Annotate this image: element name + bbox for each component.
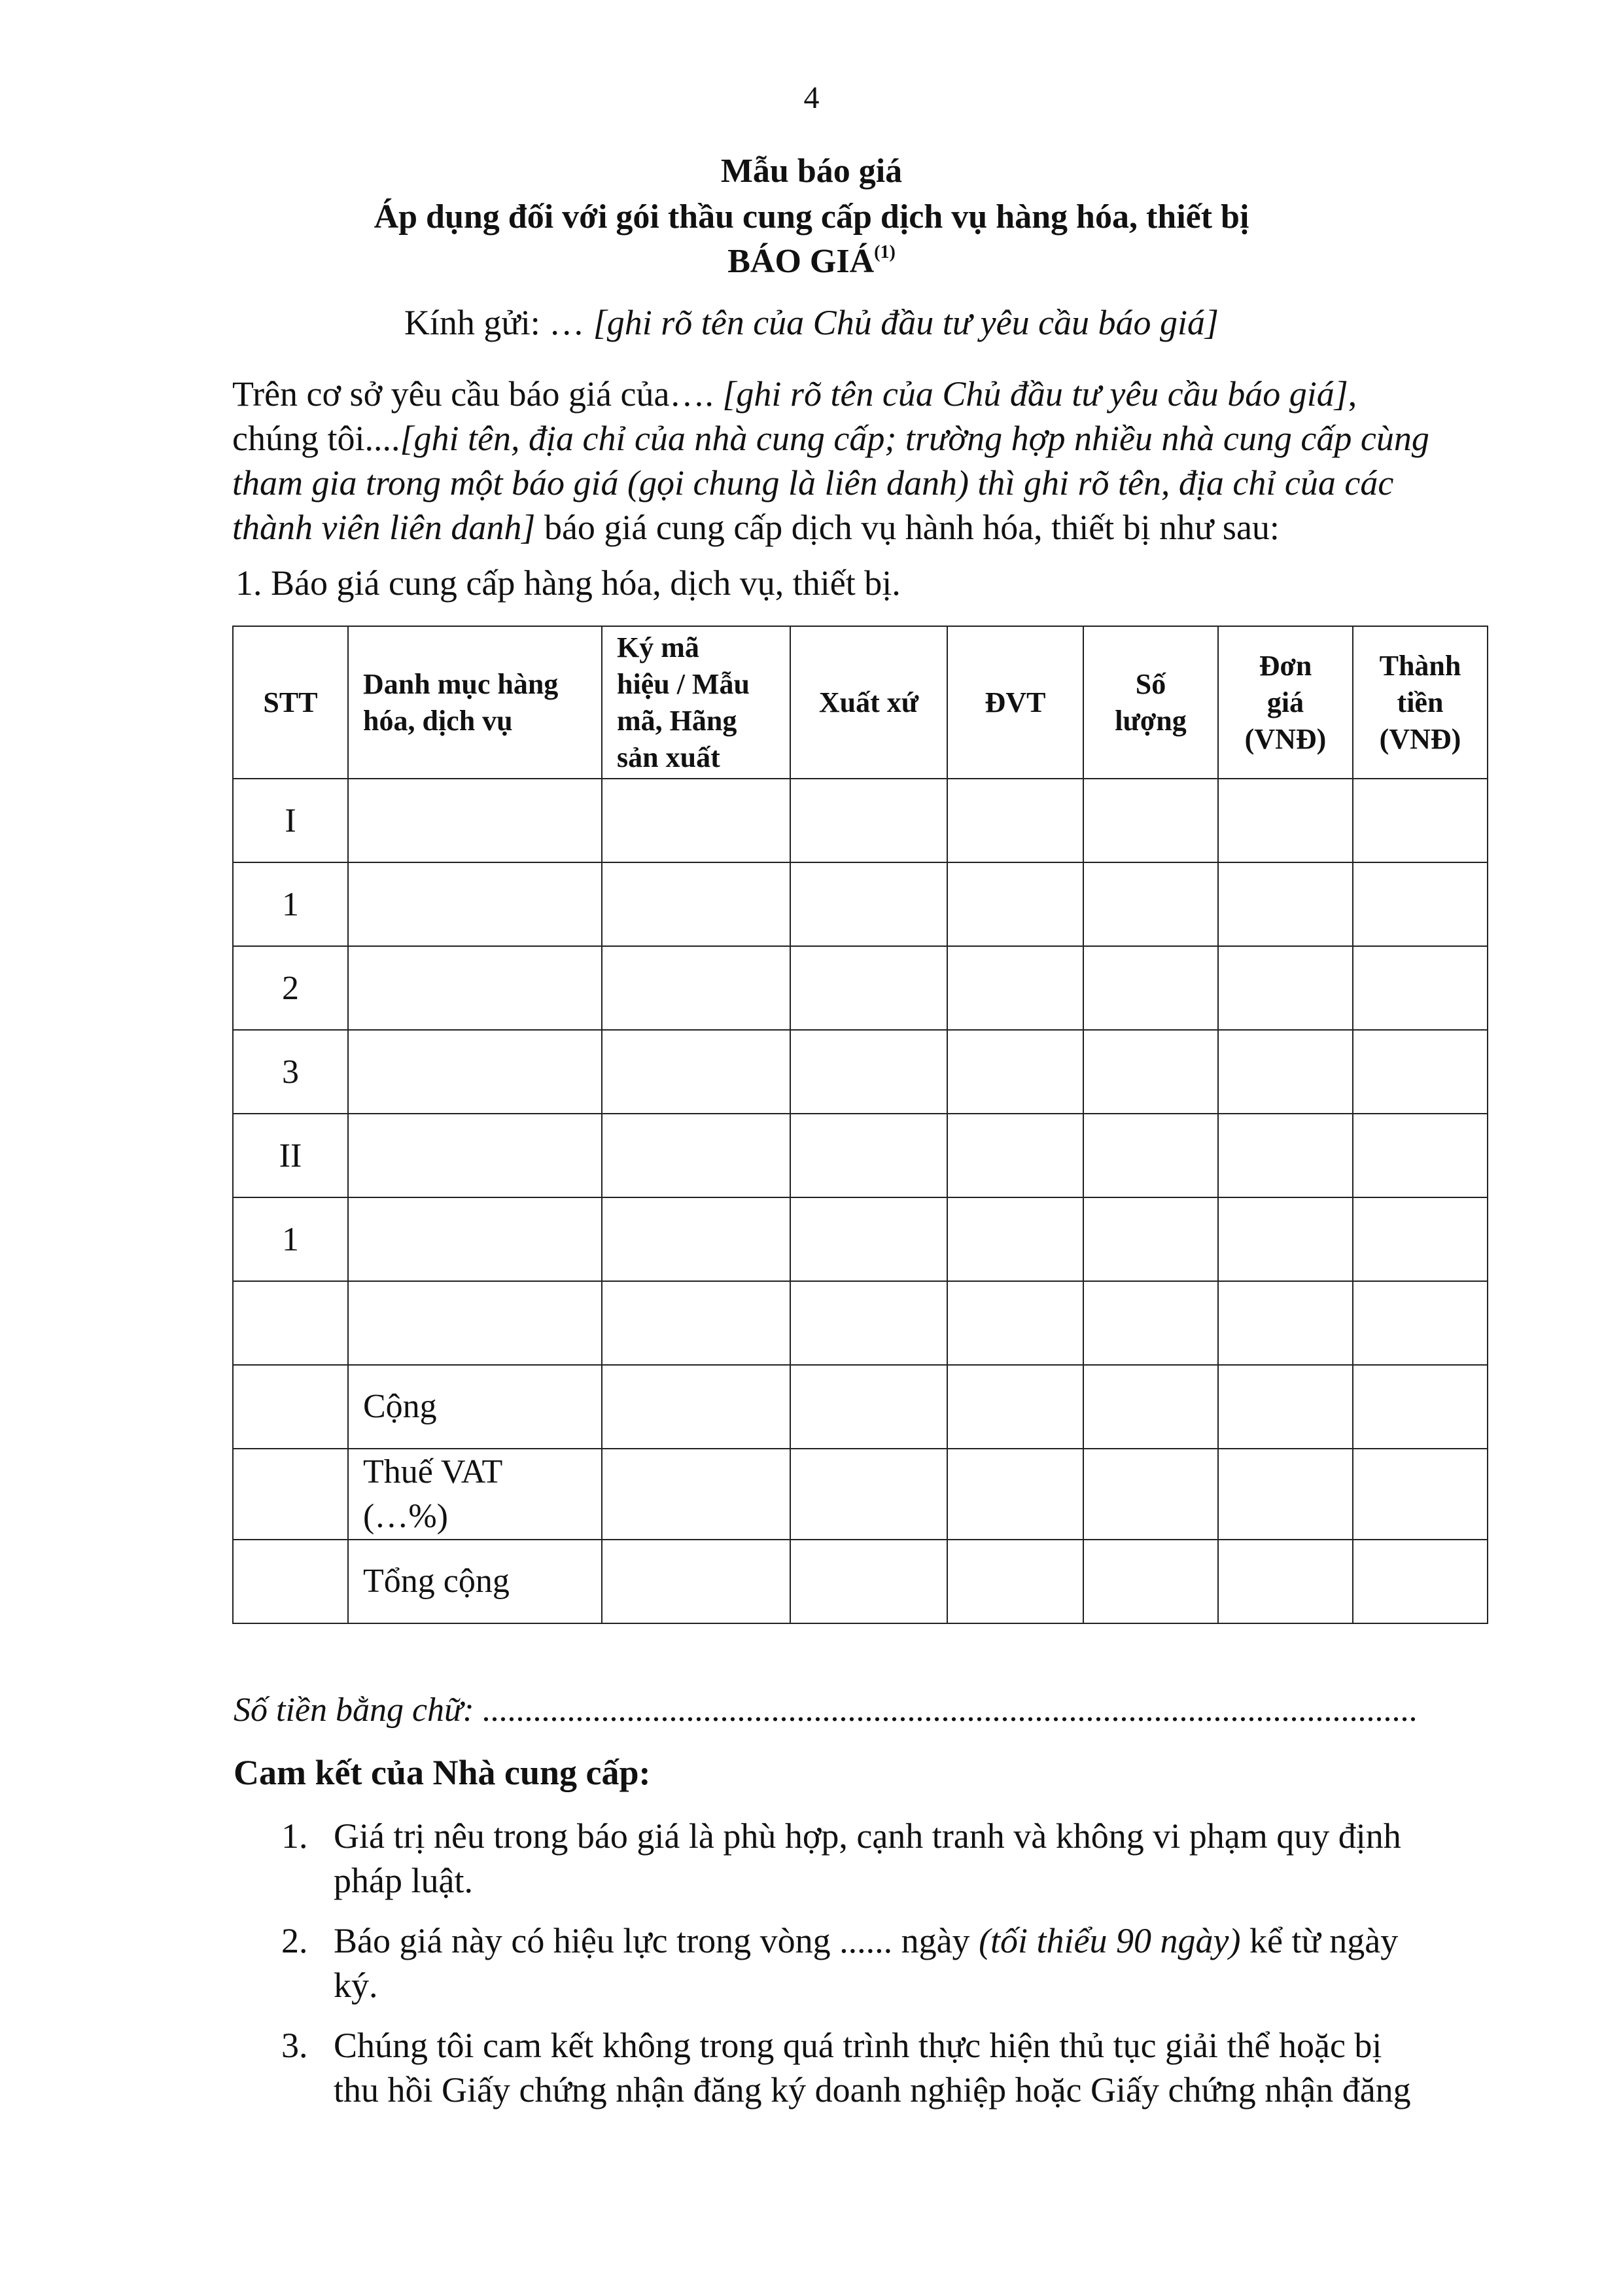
cell-empty: [947, 946, 1083, 1030]
cell-empty: [790, 1365, 947, 1449]
intro-text: ,: [1348, 374, 1357, 414]
table-row-grand-total: [233, 1540, 1488, 1623]
cell-empty: [790, 946, 947, 1030]
intro-text: chúng tôi....: [232, 419, 400, 458]
cell-empty: [1218, 1197, 1353, 1281]
cell-grand-total-label: Tổng cộng: [348, 1540, 602, 1623]
cell-empty: [947, 1197, 1083, 1281]
header-model-code: [602, 626, 790, 779]
intro-line-2: [232, 416, 1514, 461]
cell-stt: 2: [233, 946, 348, 1030]
document-title-text: BÁO GIÁ: [727, 243, 875, 280]
commitment-heading: Cam kết của Nhà cung cấp:: [234, 1753, 651, 1792]
vat-label-line: Thuế VAT: [363, 1453, 503, 1491]
list-number: 2.: [281, 1921, 308, 1960]
quote-table: [232, 626, 1488, 1624]
greeting-placeholder: [ghi rõ tên của Chủ đầu tư yêu cầu báo giá]: [593, 303, 1219, 342]
cell-empty: [947, 1281, 1083, 1365]
header-line: (VNĐ): [1244, 722, 1327, 755]
cell-item-name: [348, 1281, 602, 1365]
cell-empty: [790, 1540, 947, 1623]
cell-empty: [1353, 1449, 1488, 1540]
cell-item-name: [348, 946, 602, 1030]
cell-empty: [1218, 1281, 1353, 1365]
cell-stt: 1: [233, 1197, 348, 1281]
cell-empty: [1083, 862, 1218, 946]
cell-empty: [790, 779, 947, 862]
cell-empty: [1083, 1114, 1218, 1197]
header-line: mã, Hãng: [617, 704, 737, 737]
cell-empty: [1083, 1365, 1218, 1449]
cell-empty: [1083, 1449, 1218, 1540]
cell-empty: [602, 1540, 790, 1623]
table-row-vat: [233, 1449, 1488, 1540]
cell-empty: [1218, 1030, 1353, 1114]
cell-empty: [1083, 1030, 1218, 1114]
table-row: [233, 862, 1488, 946]
table-row: [233, 1281, 1488, 1365]
intro-paragraph: [232, 372, 1514, 550]
header-line: tiền: [1397, 686, 1444, 718]
cell-empty: [790, 1114, 947, 1197]
cell-item-name: [348, 1197, 602, 1281]
list-number: 1.: [281, 1816, 308, 1856]
cell-empty: [1083, 946, 1218, 1030]
cell-empty: [1353, 1365, 1488, 1449]
greeting: [0, 302, 1623, 343]
header-line: Đơn: [1259, 649, 1312, 682]
cell-empty: [602, 1114, 790, 1197]
header-line: Ký mã: [617, 631, 699, 663]
cell-empty: [1083, 1540, 1218, 1623]
cell-empty: [1218, 1114, 1353, 1197]
intro-placeholder: [ghi tên, địa chỉ của nhà cung cấp; trường hợp nhiều nhà cung cấp cùng: [400, 419, 1429, 458]
cell-empty: [602, 862, 790, 946]
cell-stt: 3: [233, 1030, 348, 1114]
header-quantity: [1083, 626, 1218, 779]
header-line: Số: [1135, 667, 1166, 700]
intro-placeholder: thành viên liên danh]: [232, 508, 536, 547]
cell-empty: [602, 779, 790, 862]
header-unit: ĐVT: [947, 626, 1083, 779]
cell-empty: [602, 946, 790, 1030]
cell-empty: [602, 1365, 790, 1449]
cell-vat-label: [348, 1449, 602, 1540]
cell-empty: [1083, 1197, 1218, 1281]
list-text-part: kể từ ngày: [1240, 1921, 1399, 1960]
cell-empty: [1353, 1030, 1488, 1114]
intro-text: Trên cơ sở yêu cầu báo giá của….: [232, 374, 723, 414]
cell-empty: [1218, 1449, 1353, 1540]
cell-empty: [1218, 1540, 1353, 1623]
cell-stt: [233, 1365, 348, 1449]
vat-label-line: (…%): [363, 1497, 448, 1535]
cell-empty: [790, 1449, 947, 1540]
header-unit-price: [1218, 626, 1353, 779]
cell-item-name: [348, 1114, 602, 1197]
list-line: thu hồi Giấy chứng nhận đăng ký doanh nghiệp hoặc Giấy chứng nhận đăng: [334, 2070, 1411, 2110]
cell-empty: [1353, 779, 1488, 862]
cell-empty: [1218, 779, 1353, 862]
cell-empty: [947, 1540, 1083, 1623]
list-line: pháp luật.: [334, 1861, 473, 1900]
header-line: hóa, dịch vụ: [363, 704, 513, 737]
list-text: [334, 1918, 1511, 2007]
list-text-italic: (tối thiểu 90 ngày): [979, 1921, 1241, 1960]
table-row: [233, 1030, 1488, 1114]
intro-line-3: tham gia trong một báo giá (gọi chung là liên danh) thì ghi rõ tên, địa chỉ của các: [232, 463, 1394, 503]
greeting-prefix: Kính gửi: …: [404, 303, 593, 342]
list-text: [334, 1814, 1511, 1903]
cell-empty: [1353, 1540, 1488, 1623]
cell-empty: [1353, 946, 1488, 1030]
intro-line-4: [232, 505, 1514, 550]
header-line: hiệu / Mẫu: [617, 667, 750, 700]
cell-empty: [790, 862, 947, 946]
cell-empty: [1083, 779, 1218, 862]
header-stt: STT: [233, 626, 348, 779]
header-line: Danh mục hàng: [363, 667, 559, 700]
cell-subtotal-label: Cộng: [348, 1365, 602, 1449]
cell-empty: [1218, 862, 1353, 946]
list-text: [334, 2023, 1511, 2112]
cell-empty: [1353, 1114, 1488, 1197]
cell-empty: [947, 1030, 1083, 1114]
list-line: Chúng tôi cam kết không trong quá trình thực hiện thủ tục giải thể hoặc bị: [334, 2026, 1382, 2065]
cell-empty: [602, 1449, 790, 1540]
cell-empty: [602, 1281, 790, 1365]
cell-empty: [790, 1197, 947, 1281]
cell-stt: I: [233, 779, 348, 862]
cell-empty: [947, 1365, 1083, 1449]
header-line: sản xuất: [617, 741, 720, 773]
section-heading-1: 1. Báo giá cung cấp hàng hóa, dịch vụ, thiết bị.: [236, 563, 901, 603]
header-total: [1353, 626, 1488, 779]
cell-item-name: [348, 862, 602, 946]
table-row: [233, 1114, 1488, 1197]
cell-empty: [1083, 1281, 1218, 1365]
list-line: [334, 1918, 1511, 1963]
table-row-subtotal: [233, 1365, 1488, 1449]
cell-item-name: [348, 1030, 602, 1114]
intro-text: báo giá cung cấp dịch vụ hành hóa, thiết bị như sau:: [535, 508, 1280, 547]
amount-in-words: Số tiền bằng chữ: ..............................................................................................................: [234, 1691, 1418, 1729]
form-subtitle: Áp dụng đối với gói thầu cung cấp dịch vụ hàng hóa, thiết bị: [374, 198, 1249, 236]
cell-stt: 1: [233, 862, 348, 946]
cell-stt: [233, 1540, 348, 1623]
list-line: ký.: [334, 1966, 378, 2005]
cell-empty: [1218, 1365, 1353, 1449]
cell-empty: [947, 779, 1083, 862]
document-title: [0, 242, 1623, 281]
header-origin: Xuất xứ: [790, 626, 947, 779]
cell-empty: [790, 1281, 947, 1365]
header-line: lượng: [1115, 704, 1187, 737]
list-text-part: Báo giá này có hiệu lực trong vòng ...... ngày: [334, 1921, 979, 1960]
cell-stt: [233, 1281, 348, 1365]
cell-empty: [947, 1449, 1083, 1540]
intro-line-1: [232, 372, 1514, 416]
cell-item-name: [348, 779, 602, 862]
table-row: [233, 1197, 1488, 1281]
cell-empty: [602, 1030, 790, 1114]
cell-stt: II: [233, 1114, 348, 1197]
cell-empty: [947, 862, 1083, 946]
page-number: 4: [803, 80, 820, 115]
intro-placeholder: [ghi rõ tên của Chủ đầu tư yêu cầu báo giá]: [722, 374, 1348, 414]
header-item-name: [348, 626, 602, 779]
table-row: [233, 946, 1488, 1030]
cell-stt: [233, 1449, 348, 1540]
cell-empty: [1353, 1197, 1488, 1281]
cell-empty: [947, 1114, 1083, 1197]
table-header-row: [233, 626, 1488, 779]
header-line: giá: [1266, 686, 1304, 718]
header-line: Thành: [1379, 649, 1461, 682]
cell-empty: [1218, 946, 1353, 1030]
cell-empty: [1353, 1281, 1488, 1365]
table-row: [233, 779, 1488, 862]
footnote-marker: (1): [874, 242, 896, 262]
cell-empty: [790, 1030, 947, 1114]
form-title: Mẫu báo giá: [720, 152, 903, 190]
header-line: (VNĐ): [1379, 722, 1461, 755]
cell-empty: [1353, 862, 1488, 946]
list-line: Giá trị nêu trong báo giá là phù hợp, cạnh tranh và không vi phạm quy định: [334, 1816, 1401, 1856]
list-number: 3.: [281, 2026, 308, 2065]
cell-empty: [602, 1197, 790, 1281]
